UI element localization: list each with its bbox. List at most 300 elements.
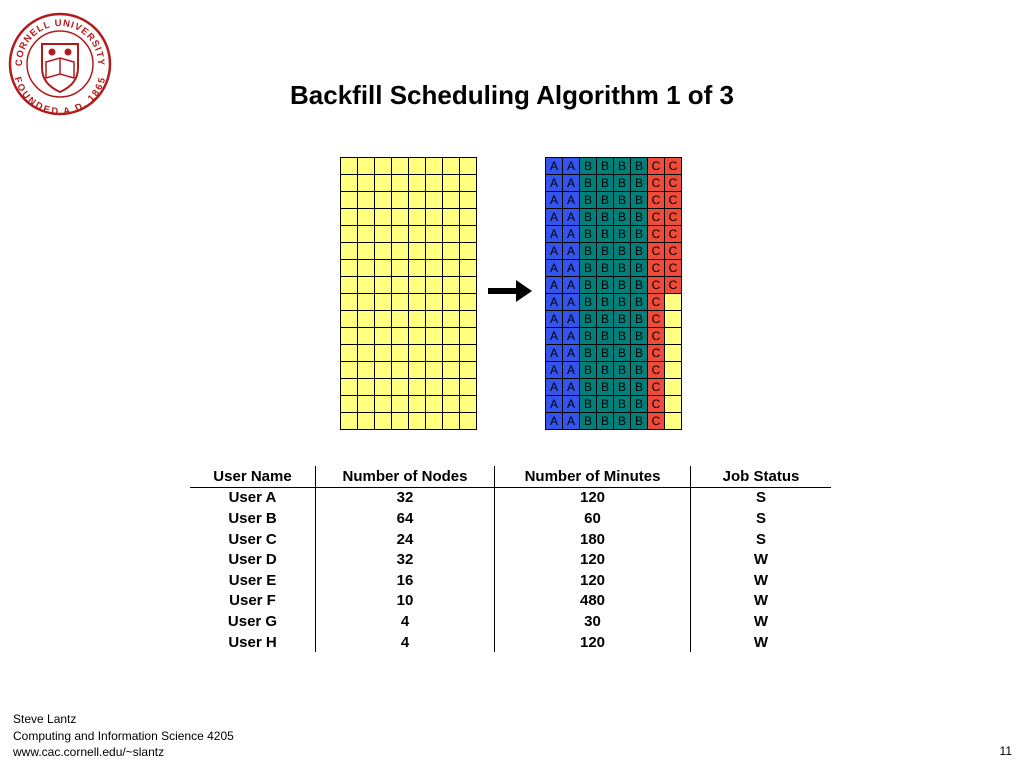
grid-cell-empty — [460, 294, 477, 311]
grid-cell-job-b: B — [614, 243, 631, 260]
grid-cell-empty — [375, 226, 392, 243]
cell-nodes: 4 — [316, 611, 495, 632]
grid-cell-empty — [443, 243, 460, 260]
grid-cell-empty — [409, 311, 426, 328]
footer-author: Steve Lantz — [13, 712, 77, 726]
grid-cell-empty — [358, 396, 375, 413]
grid-cell-empty — [392, 209, 409, 226]
table-row — [190, 570, 831, 591]
grid-cell-empty — [375, 209, 392, 226]
grid-cell-job-b: B — [580, 192, 597, 209]
grid-cell-empty — [426, 413, 443, 430]
grid-cell-empty — [409, 192, 426, 209]
grid-cell-job-b: B — [631, 413, 648, 430]
grid-cell-job-b: B — [631, 192, 648, 209]
grid-cell-empty — [426, 260, 443, 277]
page-number: 11 — [999, 744, 1012, 758]
grid-cell-job-b: B — [580, 209, 597, 226]
grid-cell-empty — [426, 277, 443, 294]
grid-cell-job-b: B — [597, 243, 614, 260]
grid-cell-job-b: B — [631, 243, 648, 260]
grid-cell-empty — [426, 345, 443, 362]
cell-nodes: 4 — [316, 632, 495, 653]
cell-status: S — [691, 508, 832, 529]
grid-cell-empty — [358, 260, 375, 277]
grid-cell-empty — [358, 413, 375, 430]
cell-user-name: User A — [228, 489, 277, 507]
grid-cell-empty — [392, 277, 409, 294]
grid-cell-empty — [409, 158, 426, 175]
grid-cell-empty — [409, 277, 426, 294]
grid-cell-job-b: B — [614, 158, 631, 175]
grid-cell-job-b: B — [631, 158, 648, 175]
grid-cell-empty — [443, 209, 460, 226]
grid-cell-job-a: A — [563, 209, 580, 226]
grid-cell-empty — [409, 260, 426, 277]
grid-cell-job-a: A — [546, 277, 563, 294]
grid-cell-empty — [460, 175, 477, 192]
grid-cell-job-a: A — [563, 294, 580, 311]
grid-cell-empty — [341, 328, 358, 345]
footer — [13, 711, 234, 761]
grid-cell-job-b: B — [631, 294, 648, 311]
grid-cell-job-b: B — [597, 328, 614, 345]
grid-cell-job-b: B — [580, 328, 597, 345]
grid-cell-empty — [665, 413, 682, 430]
grid-cell-empty — [443, 328, 460, 345]
grid-cell-job-a: A — [546, 192, 563, 209]
grid-cell-job-b: B — [580, 260, 597, 277]
grid-cell-job-b: B — [597, 294, 614, 311]
cell-status: W — [691, 549, 832, 570]
grid-cell-empty — [392, 379, 409, 396]
cell-user-name: User H — [228, 633, 277, 651]
grid-cell-empty — [375, 396, 392, 413]
grid-cell-empty — [392, 243, 409, 260]
grid-cell-job-b: B — [597, 226, 614, 243]
grid-cell-job-b: B — [614, 311, 631, 328]
grid-cell-job-c: C — [665, 209, 682, 226]
grid-cell-empty — [358, 294, 375, 311]
grid-cell-job-a: A — [563, 362, 580, 379]
grid-cell-empty — [409, 379, 426, 396]
cell-status: W — [691, 591, 832, 612]
grid-cell-empty — [358, 192, 375, 209]
node-grid-after — [545, 157, 682, 430]
grid-cell-job-a: A — [563, 277, 580, 294]
cell-user-name: User C — [228, 530, 277, 548]
grid-cell-empty — [409, 294, 426, 311]
grid-cell-job-b: B — [614, 379, 631, 396]
grid-cell-job-a: A — [563, 311, 580, 328]
cell-user-name: User B — [228, 509, 277, 527]
grid-cell-job-c: C — [648, 328, 665, 345]
grid-cell-empty — [375, 311, 392, 328]
grid-cell-job-b: B — [597, 345, 614, 362]
grid-cell-empty — [443, 260, 460, 277]
header-number-of-minutes: Number of Minutes — [495, 466, 691, 487]
grid-cell-job-b: B — [631, 209, 648, 226]
grid-cell-job-c: C — [665, 277, 682, 294]
grid-cell-empty — [409, 243, 426, 260]
grid-cell-empty — [665, 294, 682, 311]
grid-cell-job-b: B — [597, 209, 614, 226]
cell-nodes: 32 — [316, 549, 495, 570]
grid-cell-job-b: B — [580, 362, 597, 379]
grid-cell-empty — [375, 294, 392, 311]
grid-cell-job-a: A — [546, 345, 563, 362]
cell-minutes: 480 — [495, 591, 691, 612]
grid-cell-job-b: B — [631, 277, 648, 294]
right-arrow-icon — [488, 278, 532, 304]
grid-cell-job-b: B — [580, 175, 597, 192]
grid-cell-job-b: B — [597, 175, 614, 192]
grid-cell-job-b: B — [580, 379, 597, 396]
grid-cell-job-a: A — [546, 328, 563, 345]
grid-cell-job-b: B — [580, 277, 597, 294]
table-row — [190, 611, 831, 632]
grid-cell-job-b: B — [580, 311, 597, 328]
grid-cell-empty — [392, 294, 409, 311]
grid-cell-empty — [426, 311, 443, 328]
grid-cell-empty — [460, 277, 477, 294]
grid-cell-job-b: B — [614, 328, 631, 345]
cell-minutes: 120 — [495, 487, 691, 508]
grid-cell-empty — [426, 175, 443, 192]
grid-cell-job-a: A — [563, 328, 580, 345]
grid-cell-job-a: A — [546, 243, 563, 260]
grid-cell-empty — [358, 379, 375, 396]
grid-cell-empty — [341, 243, 358, 260]
grid-cell-job-b: B — [597, 158, 614, 175]
grid-cell-empty — [341, 277, 358, 294]
table-row — [190, 508, 831, 529]
grid-cell-empty — [358, 175, 375, 192]
cell-status: W — [691, 570, 832, 591]
grid-cell-empty — [665, 345, 682, 362]
grid-cell-job-c: C — [648, 413, 665, 430]
grid-cell-empty — [375, 243, 392, 260]
grid-cell-job-b: B — [597, 413, 614, 430]
cell-minutes: 30 — [495, 611, 691, 632]
grid-cell-empty — [460, 328, 477, 345]
grid-cell-job-b: B — [597, 396, 614, 413]
grid-cell-empty — [341, 396, 358, 413]
grid-cell-empty — [409, 396, 426, 413]
grid-cell-empty — [665, 396, 682, 413]
grid-cell-empty — [460, 379, 477, 396]
grid-cell-empty — [341, 175, 358, 192]
grid-cell-empty — [426, 158, 443, 175]
grid-cell-empty — [358, 328, 375, 345]
grid-cell-empty — [375, 277, 392, 294]
grid-cell-job-c: C — [648, 243, 665, 260]
grid-cell-job-b: B — [614, 192, 631, 209]
grid-cell-empty — [375, 362, 392, 379]
grid-cell-job-a: A — [563, 413, 580, 430]
grid-cell-empty — [443, 345, 460, 362]
grid-cell-job-c: C — [648, 158, 665, 175]
grid-cell-empty — [358, 226, 375, 243]
grid-cell-job-b: B — [614, 396, 631, 413]
grid-cell-empty — [443, 226, 460, 243]
cell-user-name: User F — [229, 592, 276, 610]
grid-cell-empty — [460, 158, 477, 175]
grid-cell-empty — [375, 260, 392, 277]
grid-cell-empty — [375, 175, 392, 192]
grid-cell-empty — [392, 413, 409, 430]
grid-cell-job-c: C — [665, 226, 682, 243]
grid-cell-empty — [392, 396, 409, 413]
grid-cell-job-b: B — [631, 175, 648, 192]
grid-cell-job-b: B — [580, 294, 597, 311]
header-number-of-nodes: Number of Nodes — [316, 466, 495, 487]
cell-status: S — [691, 487, 832, 508]
job-table — [190, 466, 831, 652]
grid-cell-empty — [358, 277, 375, 294]
grid-cell-empty — [375, 413, 392, 430]
grid-cell-job-c: C — [648, 260, 665, 277]
grid-cell-job-a: A — [546, 175, 563, 192]
grid-cell-empty — [341, 311, 358, 328]
grid-cell-job-b: B — [580, 243, 597, 260]
grid-cell-job-b: B — [580, 158, 597, 175]
grid-cell-empty — [665, 362, 682, 379]
cell-nodes: 10 — [316, 591, 495, 612]
grid-cell-empty — [665, 311, 682, 328]
header-user-name: User Name — [190, 466, 316, 487]
grid-cell-job-b: B — [597, 192, 614, 209]
cell-nodes: 64 — [316, 508, 495, 529]
grid-cell-empty — [460, 226, 477, 243]
grid-cell-empty — [358, 362, 375, 379]
grid-cell-empty — [375, 158, 392, 175]
grid-cell-empty — [341, 192, 358, 209]
grid-cell-empty — [341, 345, 358, 362]
grid-cell-empty — [426, 362, 443, 379]
grid-cell-job-b: B — [614, 362, 631, 379]
grid-cell-job-b: B — [631, 362, 648, 379]
grid-cell-empty — [443, 277, 460, 294]
grid-cell-job-b: B — [614, 209, 631, 226]
grid-cell-job-b: B — [580, 413, 597, 430]
footer-url: www.cac.cornell.edu/~slantz — [13, 745, 165, 759]
grid-cell-job-b: B — [631, 260, 648, 277]
grid-cell-job-a: A — [546, 396, 563, 413]
grid-cell-empty — [443, 158, 460, 175]
grid-cell-empty — [358, 345, 375, 362]
table-row — [190, 632, 831, 653]
grid-cell-job-a: A — [563, 396, 580, 413]
grid-cell-empty — [341, 379, 358, 396]
grid-cell-job-b: B — [631, 396, 648, 413]
grid-cell-job-a: A — [563, 243, 580, 260]
grid-cell-empty — [443, 311, 460, 328]
cell-minutes: 120 — [495, 570, 691, 591]
grid-cell-job-a: A — [563, 192, 580, 209]
grid-cell-job-a: A — [546, 379, 563, 396]
grid-cell-empty — [426, 209, 443, 226]
grid-cell-empty — [409, 175, 426, 192]
cell-nodes: 32 — [316, 487, 495, 508]
grid-cell-empty — [409, 362, 426, 379]
grid-cell-job-a: A — [563, 345, 580, 362]
grid-cell-empty — [460, 192, 477, 209]
grid-cell-empty — [443, 413, 460, 430]
grid-cell-job-b: B — [614, 260, 631, 277]
grid-cell-empty — [443, 396, 460, 413]
grid-cell-empty — [392, 260, 409, 277]
table-header-row — [190, 466, 831, 487]
grid-cell-empty — [358, 243, 375, 260]
table-row — [190, 487, 831, 508]
grid-cell-job-c: C — [648, 379, 665, 396]
grid-cell-job-c: C — [648, 294, 665, 311]
cell-nodes: 24 — [316, 529, 495, 550]
grid-cell-empty — [341, 362, 358, 379]
grid-cell-empty — [392, 175, 409, 192]
table-row — [190, 529, 831, 550]
grid-cell-job-a: A — [546, 260, 563, 277]
cell-minutes: 60 — [495, 508, 691, 529]
grid-cell-job-b: B — [614, 277, 631, 294]
grid-cell-empty — [409, 226, 426, 243]
grid-cell-empty — [443, 362, 460, 379]
grid-cell-job-c: C — [648, 226, 665, 243]
grid-cell-empty — [443, 379, 460, 396]
grid-cell-job-b: B — [597, 362, 614, 379]
cell-status: W — [691, 632, 832, 653]
grid-cell-job-a: A — [563, 158, 580, 175]
grid-cell-empty — [409, 413, 426, 430]
grid-cell-empty — [341, 158, 358, 175]
grid-cell-empty — [460, 396, 477, 413]
grid-cell-empty — [375, 345, 392, 362]
cell-status: S — [691, 529, 832, 550]
grid-cell-empty — [665, 328, 682, 345]
grid-cell-empty — [341, 413, 358, 430]
cell-minutes: 120 — [495, 549, 691, 570]
grid-cell-job-a: A — [546, 311, 563, 328]
grid-cell-job-c: C — [648, 175, 665, 192]
grid-cell-empty — [392, 311, 409, 328]
grid-cell-empty — [443, 294, 460, 311]
grid-cell-empty — [460, 362, 477, 379]
grid-cell-job-b: B — [580, 396, 597, 413]
cell-user-name: User D — [228, 551, 277, 569]
svg-text:FOUNDED A.D. 1865: FOUNDED A.D. 1865 — [11, 75, 109, 116]
grid-cell-job-b: B — [631, 226, 648, 243]
grid-cell-empty — [460, 243, 477, 260]
cell-nodes: 16 — [316, 570, 495, 591]
grid-cell-job-c: C — [665, 243, 682, 260]
grid-cell-job-c: C — [648, 345, 665, 362]
grid-cell-empty — [375, 379, 392, 396]
grid-cell-empty — [341, 226, 358, 243]
grid-cell-job-a: A — [546, 362, 563, 379]
grid-cell-empty — [375, 192, 392, 209]
grid-cell-job-c: C — [665, 260, 682, 277]
grid-cell-job-c: C — [648, 362, 665, 379]
grid-cell-empty — [341, 209, 358, 226]
grid-cell-empty — [392, 192, 409, 209]
table-row — [190, 549, 831, 570]
grid-cell-job-b: B — [614, 345, 631, 362]
grid-cell-empty — [392, 362, 409, 379]
grid-cell-empty — [665, 379, 682, 396]
grid-cell-empty — [358, 158, 375, 175]
grid-cell-job-b: B — [614, 226, 631, 243]
grid-cell-job-c: C — [665, 192, 682, 209]
grid-cell-job-b: B — [597, 277, 614, 294]
grid-cell-empty — [426, 294, 443, 311]
grid-cell-empty — [426, 396, 443, 413]
cell-user-name: User E — [228, 571, 277, 589]
grid-cell-job-b: B — [597, 311, 614, 328]
grid-cell-job-a: A — [546, 294, 563, 311]
footer-course: Computing and Information Science 4205 — [13, 728, 234, 743]
grid-cell-empty — [426, 192, 443, 209]
table-row — [190, 591, 831, 612]
grid-cell-job-a: A — [563, 260, 580, 277]
grid-cell-empty — [375, 328, 392, 345]
grid-cell-empty — [409, 328, 426, 345]
grid-cell-job-a: A — [563, 379, 580, 396]
grid-cell-job-c: C — [648, 311, 665, 328]
grid-cell-empty — [460, 260, 477, 277]
grid-cell-empty — [443, 175, 460, 192]
grid-cell-empty — [460, 345, 477, 362]
grid-cell-empty — [392, 226, 409, 243]
cell-minutes: 120 — [495, 632, 691, 653]
grid-cell-empty — [460, 209, 477, 226]
grid-cell-empty — [409, 345, 426, 362]
grid-cell-empty — [392, 158, 409, 175]
grid-cell-job-b: B — [580, 226, 597, 243]
grid-cell-empty — [426, 328, 443, 345]
grid-cell-job-a: A — [546, 158, 563, 175]
grid-cell-empty — [426, 379, 443, 396]
grid-cell-empty — [358, 209, 375, 226]
svg-text:CORNELL UNIVERSITY: CORNELL UNIVERSITY — [13, 17, 107, 67]
grid-cell-job-b: B — [631, 345, 648, 362]
cell-minutes: 180 — [495, 529, 691, 550]
grid-cell-job-b: B — [614, 294, 631, 311]
grid-cell-job-c: C — [665, 175, 682, 192]
grid-cell-empty — [392, 345, 409, 362]
grid-cell-empty — [460, 311, 477, 328]
grid-cell-job-c: C — [648, 192, 665, 209]
grid-cell-empty — [358, 311, 375, 328]
grid-cell-job-b: B — [631, 379, 648, 396]
grid-cell-empty — [409, 209, 426, 226]
grid-cell-empty — [426, 243, 443, 260]
node-grid-before — [340, 157, 477, 430]
grid-cell-empty — [341, 294, 358, 311]
grid-cell-job-c: C — [648, 277, 665, 294]
grid-cell-job-c: C — [665, 158, 682, 175]
header-job-status: Job Status — [691, 466, 832, 487]
grid-cell-job-c: C — [648, 209, 665, 226]
slide-title: Backfill Scheduling Algorithm 1 of 3 — [290, 80, 734, 110]
cell-user-name: User G — [227, 612, 278, 630]
grid-cell-empty — [341, 260, 358, 277]
grid-cell-job-c: C — [648, 396, 665, 413]
grid-cell-job-b: B — [614, 175, 631, 192]
grid-cell-job-b: B — [580, 345, 597, 362]
grid-cell-job-b: B — [631, 328, 648, 345]
grid-cell-empty — [426, 226, 443, 243]
